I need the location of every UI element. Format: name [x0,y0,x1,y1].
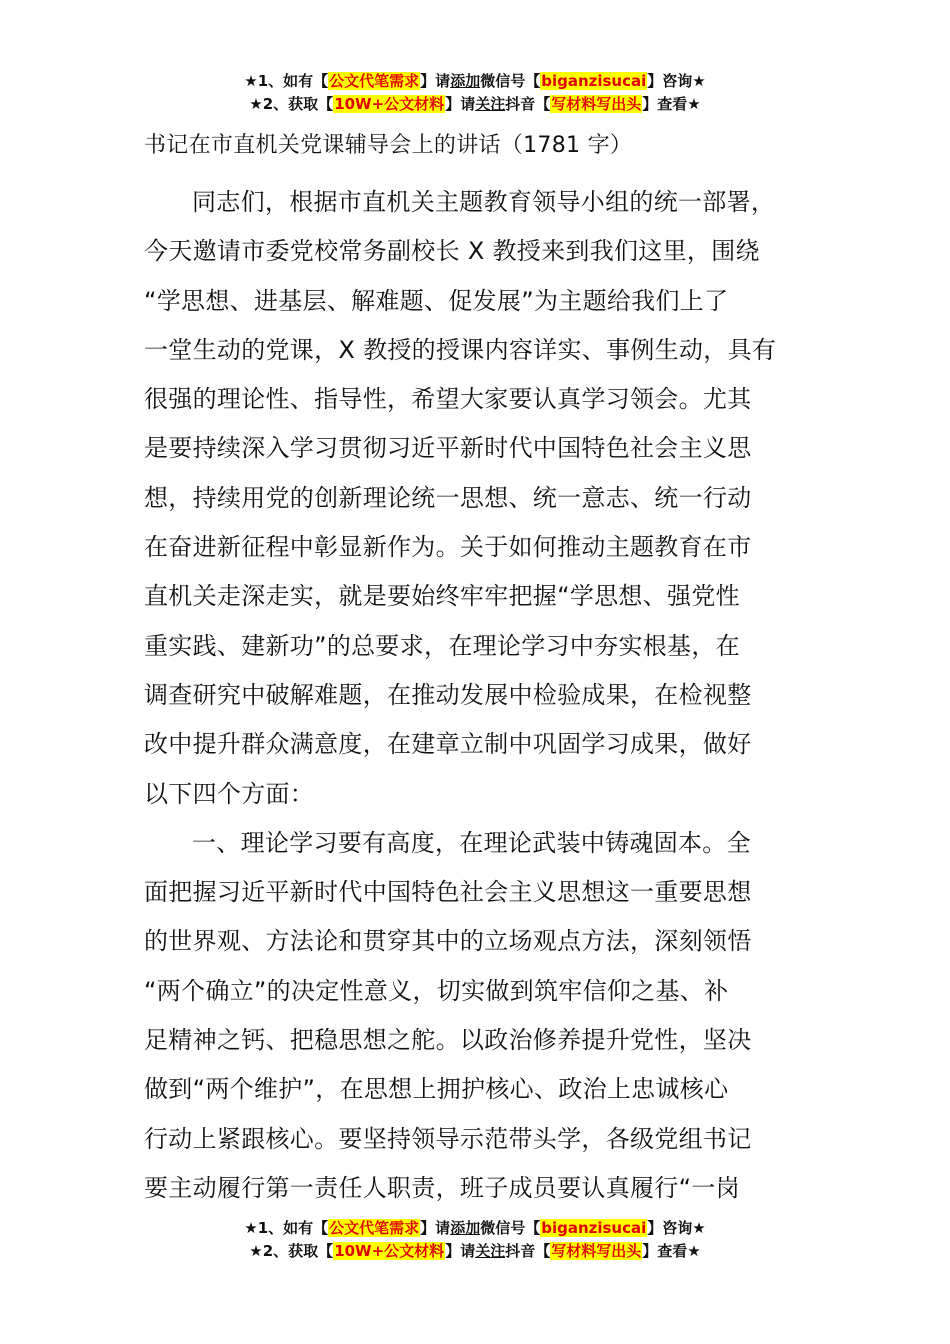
paragraph-line: 面把握习近平新时代中国特色社会主义思想这一重要思想 [144,878,752,907]
promo-underlined: 添加 [450,1219,481,1237]
promo-underlined: 关注 [475,95,506,113]
promo-banner-top [0,70,950,116]
promo-douyin-id: 写材料写出头 [551,1242,642,1260]
paragraph-line: “两个确立”的决定性意义，切实做到筑牢信仰之基、补 [144,976,729,1005]
promo-text: 】请 [445,1242,476,1260]
paragraph-line: 重实践、建新功”的总要求，在理论学习中夯实根基，在 [144,631,740,660]
paragraph-line: 要主动履行第一责任人职责，班子成员要认真履行“一岗 [144,1173,740,1202]
promo-text: 】请 [420,1219,451,1237]
paragraph [144,819,808,1213]
promo-text: 微信号【 [480,72,541,90]
document-title: 书记在市直机关党课辅导会上的讲话（1781 字） [144,133,633,158]
promo-line-2 [0,93,950,116]
promo-underlined: 添加 [450,72,481,90]
promo-highlight: 10W+公文材料 [334,1242,445,1260]
promo-line-1 [0,70,950,93]
promo-text: 微信号【 [480,1219,541,1237]
promo-line-1 [0,1217,950,1240]
promo-text: ★2、获取【 [249,1242,334,1260]
promo-banner-bottom [0,1217,950,1263]
paragraph-line: 调查研究中破解难题，在推动发展中检验成果，在检视整 [144,680,752,709]
paragraph-line: 直机关走深走实，就是要始终牢牢把握“学思想、强党性 [144,582,740,611]
paragraph-line: 行动上紧跟核心。要坚持领导示范带头学，各级党组书记 [144,1124,752,1153]
paragraph-line: 以下四个方面： [144,779,315,808]
paragraph-line: 是要持续深入学习贯彻习近平新时代中国特色社会主义思 [144,434,752,463]
promo-highlight: 公文代笔需求 [329,72,420,90]
document-body [144,130,808,1213]
paragraph-line: 想，持续用党的创新理论统一思想、统一意志、统一行动 [144,483,752,512]
promo-text: 】请 [445,95,476,113]
promo-text: 】咨询★ [647,72,706,90]
paragraph-line: 同志们，根据市直机关主题教育领导小组的统一部署， [192,188,776,216]
promo-text: 】查看★ [642,95,701,113]
promo-text: 抖音【 [505,1242,551,1260]
promo-text: 】咨询★ [647,1219,706,1237]
promo-wechat-id: biganzisucai [541,72,647,90]
paragraph-line: 的世界观、方法论和贯穿其中的立场观点方法，深刻领悟 [144,927,752,956]
promo-line-2 [0,1240,950,1263]
paragraph-line: 足精神之钙、把稳思想之舵。以政治修养提升党性，坚决 [144,1026,752,1055]
promo-text: 】请 [420,72,451,90]
promo-text: ★2、获取【 [249,95,334,113]
paragraph-line: 在奋进新征程中彰显新作为。关于如何推动主题教育在市 [144,533,752,562]
document-paragraphs [144,178,808,1213]
promo-underlined: 关注 [475,1242,506,1260]
paragraph-line: 改中提升群众满意度，在建章立制中巩固学习成果，做好 [144,730,752,759]
paragraph-line: 很强的理论性、指导性，希望大家要认真学习领会。尤其 [144,385,752,414]
promo-wechat-id: biganzisucai [541,1219,647,1237]
paragraph-line: 做到“两个维护”，在思想上拥护核心、政治上忠诚核心 [144,1075,729,1104]
paragraph-line: 一堂生动的党课，X 教授的授课内容详实、事例生动，具有 [144,335,777,364]
paragraph-line: 今天邀请市委党校常务副校长 X 教授来到我们这里，围绕 [144,237,760,266]
promo-highlight: 公文代笔需求 [329,1219,420,1237]
promo-text: ★1、如有【 [244,1219,329,1237]
promo-text: ★1、如有【 [244,72,329,90]
promo-text: 】查看★ [642,1242,701,1260]
paragraph-line: 一、理论学习要有高度，在理论武装中铸魂固本。全 [192,828,751,857]
paragraph-line: “学思想、进基层、解难题、促发展”为主题给我们上了 [144,286,729,315]
promo-douyin-id: 写材料写出头 [551,95,642,113]
promo-highlight: 10W+公文材料 [334,95,445,113]
paragraph [144,178,808,819]
promo-text: 抖音【 [505,95,551,113]
